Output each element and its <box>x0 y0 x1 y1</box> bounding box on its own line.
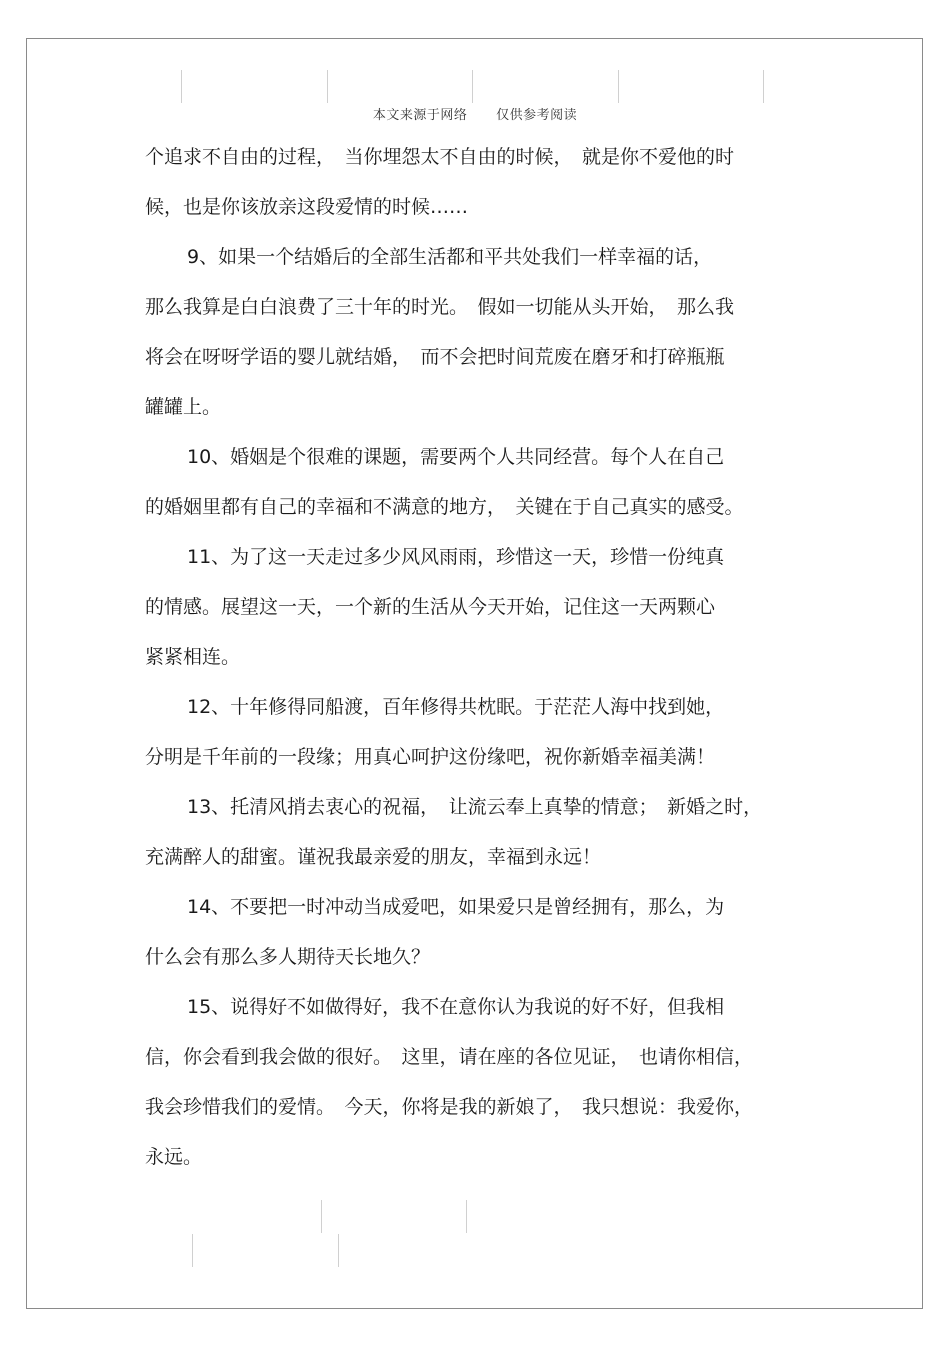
text-line: 紧紧相连。 <box>145 646 241 668</box>
footer-rule <box>192 1234 193 1267</box>
text-line: 12、十年修得同船渡，百年修得共枕眠。于茫茫人海中找到她， <box>187 696 725 718</box>
header-source: 本文来源于网络 <box>372 108 468 123</box>
text-line: 14、不要把一时冲动当成爱吧，如果爱只是曾经拥有，那么，为 <box>187 896 725 918</box>
page-header <box>0 104 950 123</box>
header-rule <box>763 70 764 103</box>
header-rule <box>472 70 473 103</box>
text-line: 的情感。展望这一天，一个新的生活从今天开始，记住这一天两颗心 <box>145 596 716 618</box>
header-rule <box>327 70 328 103</box>
text-line: 13、托清风捎去衷心的祝福， 让流云奉上真挚的情意； 新婚之时， <box>187 796 763 818</box>
text-line: 的婚姻里都有自己的幸福和不满意的地方， 关键在于自己真实的感受。 <box>145 496 744 518</box>
header-rule <box>181 70 182 103</box>
footer-rule <box>321 1200 322 1233</box>
text-line: 候，也是你该放亲这段爱情的时候…… <box>145 196 469 218</box>
text-line: 将会在呀呀学语的婴儿就结婚， 而不会把时间荒废在磨牙和打碎瓶瓶 <box>145 346 725 368</box>
footer-rule <box>466 1200 467 1233</box>
text-line: 9、如果一个结婚后的全部生活都和平共处我们一样幸福的话， <box>187 246 713 268</box>
text-line: 永远。 <box>145 1146 203 1168</box>
text-line: 个追求不自由的过程， 当你埋怨太不自由的时候， 就是你不爱他的时 <box>145 146 735 168</box>
text-line: 10、婚姻是个很难的课题，需要两个人共同经营。每个人在自己 <box>187 446 725 468</box>
text-line: 15、说得好不如做得好，我不在意你认为我说的好不好，但我相 <box>187 996 725 1018</box>
text-line: 分明是千年前的一段缘；用真心呵护这份缘吧，祝你新婚幸福美满！ <box>145 746 716 768</box>
text-line: 11、为了这一天走过多少风风雨雨，珍惜这一天，珍惜一份纯真 <box>187 546 725 568</box>
body-text <box>145 132 810 1182</box>
text-line: 充满醉人的甜蜜。谨祝我最亲爱的朋友，幸福到永远！ <box>145 846 602 868</box>
footer-rule <box>338 1234 339 1267</box>
text-line: 那么我算是白白浪费了三十年的时光。 假如一切能从头开始， 那么我 <box>145 296 735 318</box>
text-line: 罐罐上。 <box>145 396 222 418</box>
header-rule <box>618 70 619 103</box>
header-note: 仅供参考阅读 <box>496 108 578 123</box>
text-line: 信，你会看到我会做的很好。 这里，请在座的各位见证， 也请你相信， <box>145 1046 754 1068</box>
text-line: 我会珍惜我们的爱情。 今天，你将是我的新娘了， 我只想说：我爱你， <box>145 1096 754 1118</box>
text-line: 什么会有那么多人期待天长地久？ <box>145 946 431 968</box>
